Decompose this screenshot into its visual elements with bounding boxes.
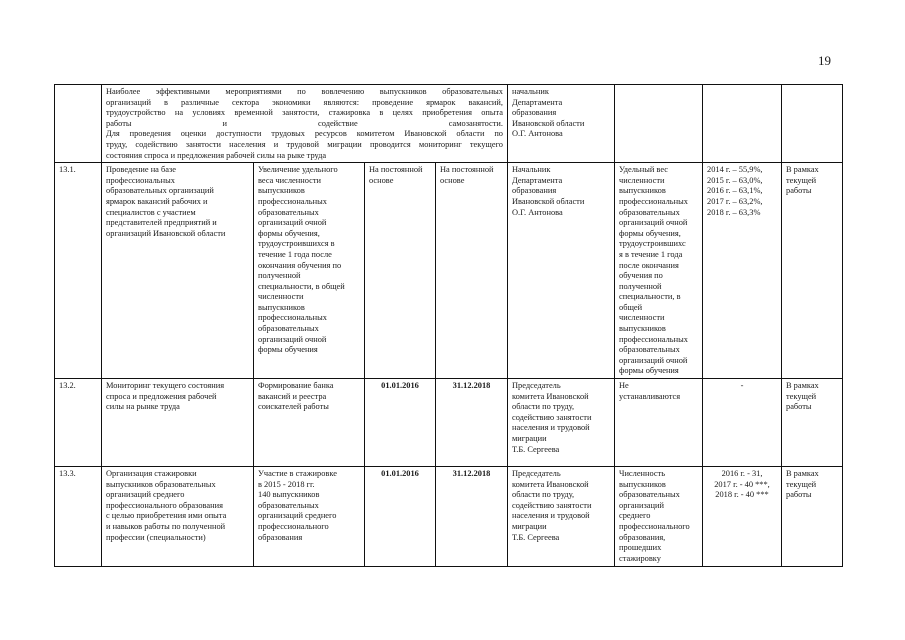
start-date-cell	[365, 467, 436, 567]
text-line: выпускников	[619, 324, 666, 334]
text-line: полученной	[258, 271, 301, 281]
text-line: течение 1 года после	[258, 249, 332, 259]
text-line: и навыков работы по полученной	[106, 522, 226, 531]
text-line: 2018 г. – 63,3%	[707, 207, 761, 217]
text-line: после окончания	[619, 260, 679, 270]
text-line: Председатель	[512, 381, 561, 391]
text-line: образовательных организаций	[106, 186, 214, 196]
text-line: устанавливаются	[619, 391, 681, 401]
row-number	[55, 467, 102, 567]
text-line: В рамках	[786, 469, 819, 479]
text-line: 13.1.	[59, 165, 76, 175]
text-line: работы	[786, 186, 812, 196]
text-line: профессионального	[619, 522, 690, 531]
table-row-13-3	[55, 467, 843, 567]
measure-cell	[102, 379, 254, 467]
start-date-cell	[365, 163, 436, 379]
indicator-cell	[615, 379, 703, 467]
text-line: 13.3.	[59, 469, 76, 479]
text-line: Численность	[619, 469, 666, 479]
text-line: организаций	[619, 500, 664, 510]
intro-text-cell	[102, 85, 508, 163]
table-row-13-1	[55, 163, 843, 379]
text-line: Для проведения оценки доступности трудовых ресурсов комитетом Ивановской области по	[106, 129, 503, 139]
text-line: населения и трудовой	[512, 511, 590, 521]
text-line: области по труду,	[512, 490, 575, 500]
intro-values-cell	[703, 85, 782, 163]
end-date-cell	[436, 379, 508, 467]
text-line: вакансий и реестра	[258, 391, 327, 401]
text-line: выпускников	[258, 302, 305, 312]
text-line: организаций среднего	[106, 490, 185, 500]
text-line: 31.12.2018	[452, 381, 491, 391]
text-line: профессии (специальности)	[106, 532, 206, 542]
indicator-cell	[615, 163, 703, 379]
intro-indicator-cell	[615, 85, 703, 163]
text-line: выпускников образовательных	[106, 479, 216, 489]
text-line: формы обучения,	[258, 228, 320, 238]
text-line: Начальник	[512, 165, 551, 175]
intro-row	[55, 85, 843, 163]
text-line: Не	[619, 381, 629, 391]
text-line: организаций очной	[258, 334, 327, 344]
text-line: 2017 г. - 40 ***,	[714, 479, 770, 489]
text-line: образовательных	[258, 207, 319, 217]
text-line: О.Г. Антонова	[512, 207, 563, 217]
text-line: образовательных	[258, 500, 319, 510]
text-line: профессиональных	[619, 196, 688, 206]
text-line: я в течение 1 года	[619, 249, 683, 259]
text-line: 2016 г. - 31,	[721, 469, 763, 479]
text-line: В рамках	[786, 381, 819, 391]
text-line: населения и трудовой	[512, 423, 590, 433]
text-line: специальности, в	[619, 292, 681, 302]
text-line: образовательных	[619, 490, 680, 500]
executor-cell	[508, 379, 615, 467]
text-line: с целью приобретения ими опыта	[106, 511, 227, 521]
text-line: О.Г. Антонова	[512, 129, 563, 139]
text-line: текущей	[786, 391, 817, 401]
text-line: формы обучения	[258, 345, 318, 355]
text-line: численности	[619, 175, 665, 185]
text-line: Организация стажировки	[106, 469, 197, 479]
text-line: профессиональных	[258, 313, 327, 323]
text-line: миграции	[512, 522, 547, 531]
intro-funding-cell	[782, 85, 843, 163]
text-line: основе	[369, 175, 394, 185]
text-line: На постоянной	[369, 165, 423, 175]
text-line: образования	[258, 532, 303, 542]
text-line: численности	[619, 313, 665, 323]
text-line: 2014 г. – 55,9%,	[707, 165, 763, 175]
text-line: спроса и предложения рабочей	[106, 391, 217, 401]
measure-cell	[102, 163, 254, 379]
text-line: образования,	[619, 532, 666, 542]
text-line: общей	[619, 302, 643, 312]
text-line: в 2015 - 2018 гг.	[258, 479, 315, 489]
text-line: профессионального	[258, 522, 329, 531]
text-line: содействию занятости	[512, 412, 592, 422]
text-line: Мониторинг текущего состояния	[106, 381, 225, 391]
text-line: профессиональных	[258, 196, 327, 206]
text-line: 01.01.2016	[381, 381, 419, 391]
text-line: среднего	[619, 511, 651, 521]
intro-executor-cell	[508, 85, 615, 163]
result-cell	[254, 379, 365, 467]
measure-cell	[102, 467, 254, 567]
text-line: работы	[786, 402, 812, 412]
text-line: основе	[440, 175, 465, 185]
text-line: 2017 г. – 63,2%,	[707, 196, 763, 206]
table-row-13-2	[55, 379, 843, 467]
row-number	[55, 163, 102, 379]
text-line: 2018 г. - 40 ***	[715, 490, 769, 500]
text-line: профессионального образования	[106, 500, 223, 510]
result-cell	[254, 163, 365, 379]
text-line: Т.Б. Сергеева	[512, 532, 560, 542]
text-line: В рамках	[786, 165, 819, 175]
text-line: образовательных	[619, 207, 680, 217]
start-date-cell	[365, 379, 436, 467]
text-line: миграции	[512, 434, 547, 443]
text-line: Формирование банка	[258, 381, 334, 391]
text-line: Удельный вес	[619, 165, 668, 175]
text-line: 2015 г. – 63,0%,	[707, 175, 763, 185]
text-line: организаций среднего	[258, 511, 337, 521]
text-line: состояния спроса и предложения рабочей силы на рыке труда	[106, 150, 327, 160]
text-line: 2016 г. – 63,1%,	[707, 186, 763, 196]
text-line: образовательных	[258, 324, 319, 334]
text-line: формы обучения	[619, 366, 679, 376]
text-line: работы	[786, 490, 812, 500]
text-line: Департамента	[512, 175, 563, 185]
text-line: выпускников	[619, 186, 666, 196]
executor-cell	[508, 163, 615, 379]
text-line: организаций очной	[619, 355, 688, 365]
text-line: образования	[512, 186, 557, 196]
text-line: 140 выпускников	[258, 490, 320, 500]
text-line: организаций очной	[619, 218, 688, 228]
text-line: комитета Ивановской	[512, 479, 589, 489]
text-line: трудоустроившихся в	[258, 239, 335, 249]
page-number: 19	[818, 53, 831, 68]
end-date-cell	[436, 163, 508, 379]
text-line: содействию занятости	[512, 500, 592, 510]
text-line: трудоустройство на условиях временной занятости, стажировка в целях приобретения опыта	[106, 108, 503, 118]
text-line: выпускников	[619, 479, 666, 489]
values-cell	[703, 163, 782, 379]
text-line: представителей предприятий и	[106, 218, 217, 228]
text-line: Ивановской области	[512, 196, 585, 206]
text-line: специальности, в общей	[258, 281, 345, 291]
text-line: работы и содействие самозанятости.	[106, 118, 503, 128]
text-line: труду, содействию занятости населения и трудовой миграции проводится мониторинг текущего	[106, 139, 503, 149]
text-line: комитета Ивановской	[512, 391, 589, 401]
text-line: организаций очной	[258, 218, 327, 228]
intro-number-cell	[55, 85, 102, 163]
text-line: Председатель	[512, 469, 561, 479]
executor-cell	[508, 467, 615, 567]
text-line: -	[740, 381, 744, 391]
text-line: организаций в различные сектора экономики являются: проведение ярмарок вакансий,	[106, 97, 503, 107]
text-line: 13.2.	[59, 381, 76, 391]
end-date-cell	[436, 467, 508, 567]
text-line: Проведение на базе	[106, 165, 176, 175]
values-cell	[703, 379, 782, 467]
text-line: трудоустроившихс	[619, 239, 686, 249]
text-line: Департамента	[512, 97, 563, 107]
plan-table	[54, 84, 843, 567]
text-line: Наиболее эффективными мероприятиями по вовлечению выпускников образовательных	[106, 87, 503, 96]
text-line: веса численности	[258, 175, 321, 185]
text-line: прошедших	[619, 543, 662, 553]
text-line: ярмарок вакансий рабочих и	[106, 196, 208, 206]
text-line: организаций Ивановской области	[106, 228, 226, 238]
text-line: формы обучения,	[619, 228, 681, 238]
text-line: Увеличение удельного	[258, 165, 338, 175]
funding-cell	[782, 379, 843, 467]
text-line: обучения по	[619, 271, 663, 281]
text-line: окончания обучения по	[258, 260, 342, 270]
text-line: начальник	[512, 87, 549, 96]
text-line: 01.01.2016	[381, 469, 419, 479]
text-line: полученной	[619, 281, 662, 291]
row-number	[55, 379, 102, 467]
text-line: профессиональных	[106, 175, 175, 185]
values-cell	[703, 467, 782, 567]
text-line: специалистов с участием	[106, 207, 196, 217]
text-line: области по труду,	[512, 402, 575, 412]
text-line: На постоянной	[440, 165, 494, 175]
result-cell	[254, 467, 365, 567]
text-line: соискателей работы	[258, 402, 329, 412]
funding-cell	[782, 163, 843, 379]
indicator-cell	[615, 467, 703, 567]
text-line: численности	[258, 292, 304, 302]
text-line: Т.Б. Сергеева	[512, 444, 560, 454]
text-line: выпускников	[258, 186, 305, 196]
text-line: текущей	[786, 175, 817, 185]
text-line: силы на рынке труда	[106, 402, 180, 412]
text-line: образовательных	[619, 345, 680, 355]
text-line: текущей	[786, 479, 817, 489]
text-line: образования	[512, 108, 557, 118]
text-line: 31.12.2018	[452, 469, 491, 479]
text-line: Ивановской области	[512, 118, 585, 128]
text-line: профессиональных	[619, 334, 688, 344]
text-line: Участие в стажировке	[258, 469, 337, 479]
text-line: стажировку	[619, 553, 661, 563]
funding-cell	[782, 467, 843, 567]
